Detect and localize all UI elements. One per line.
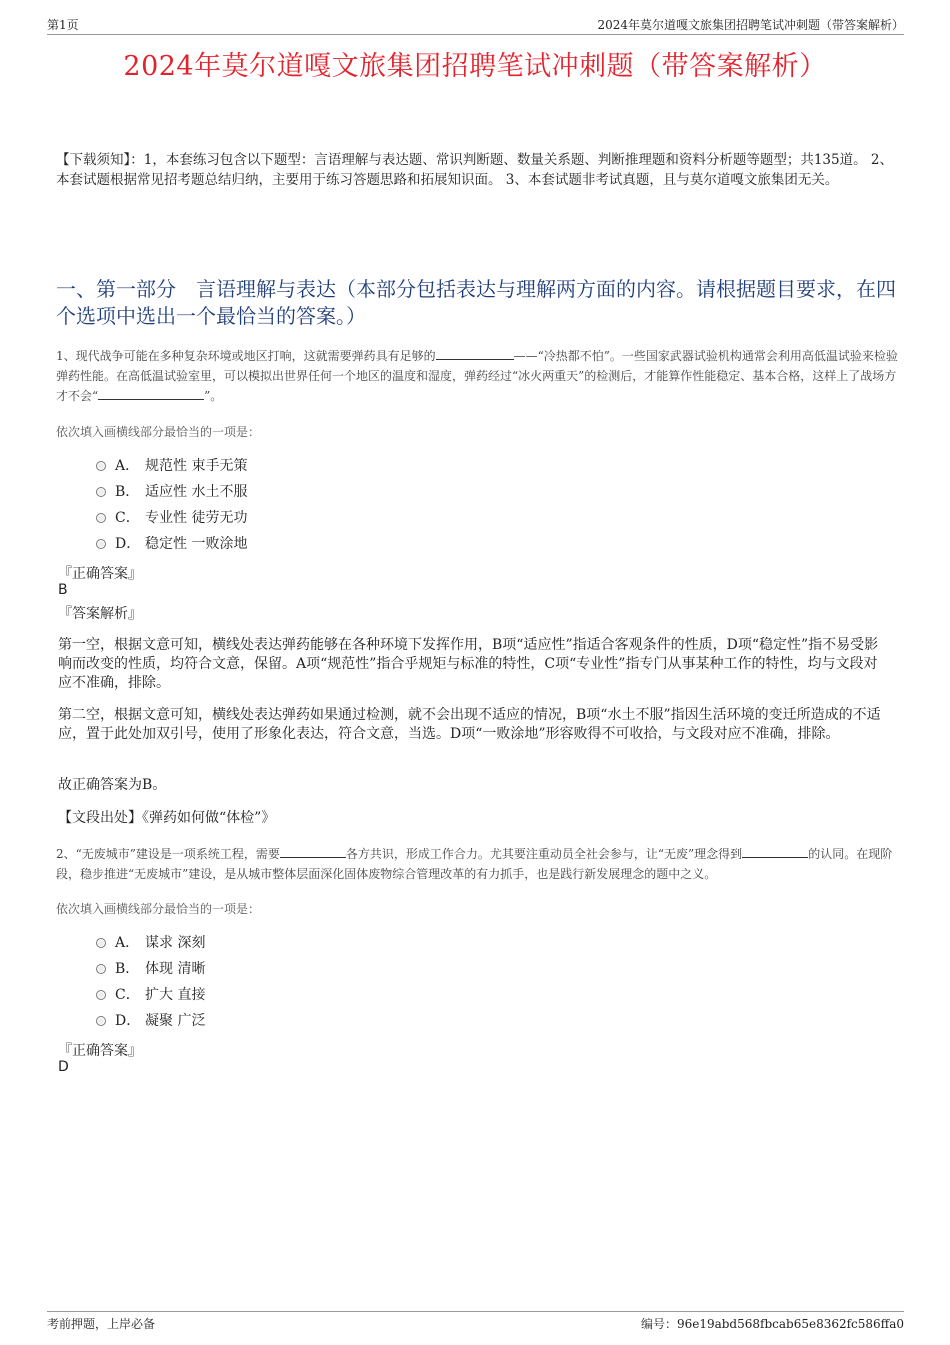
radio-icon[interactable]: [96, 461, 106, 471]
option-text: 扩大 直接: [145, 987, 206, 1003]
blank-line: [436, 347, 514, 360]
option-text: 规范性 束手无策: [145, 458, 248, 474]
option-key: C．: [115, 987, 140, 1003]
option-key: A．: [115, 935, 140, 951]
blank-line: [742, 845, 808, 858]
question-1-prompt: 依次填入画横线部分最恰当的一项是：: [56, 425, 261, 439]
option-b[interactable]: [96, 479, 247, 505]
download-notice: 【下载须知】：1，本套练习包含以下题型：言语理解与表达题、常识判断题、数量关系题、判断推理题和资料分析题等题型；共135道。 2、本套试题根据常见招考题总结归纳，主要用于练习答题思路和拓展知识面。 3、本套试题非考试真题，且与莫尔道嘎文旅集团无关。: [56, 152, 893, 188]
analysis-paragraph-1: 第一空，根据文意可知，横线处表达弹药能够在各种环境下发挥作用，B项“适应性”指适合客观条件的性质，D项“稳定性”指不易受影响而改变的性质，均符合文意，保留。A项“规范性”指合乎规矩与标准的特性，C项“专业性”指专门从事某种工作的特性，均与文段对应不准确，排除。: [58, 637, 879, 691]
option-text: 体现 清晰: [145, 961, 206, 977]
document-title: 2024年莫尔道嘎文旅集团招聘笔试冲刺题（带答案解析）: [123, 51, 827, 82]
question-1-text-part: ——“冷热都不怕”。一些国家武器试验机构通常会利用高低温试验来检验弹药性能。在高低温试验室里，可以模拟出世界任何一个地区的温度和湿度，弹药经过“冰火两重天”的检测后，才能算作性能稳定、基本合格，这样上了战场方才不会“: [56, 349, 898, 403]
option-c[interactable]: [96, 982, 205, 1008]
blank-line: [280, 845, 346, 858]
option-c[interactable]: [96, 505, 247, 531]
question-2-text-part: 的认同。在现阶段，稳步推进“无废城市”建设，是从城市整体层面深化固体废物综合管理改革的有力抓手，也是践行新发展理念的题中之义。: [56, 847, 893, 881]
answer-value: D: [58, 1059, 69, 1075]
page-footer: [47, 1311, 904, 1332]
question-2-prompt: 依次填入画横线部分最恰当的一项是：: [56, 902, 261, 916]
option-a[interactable]: [96, 930, 205, 956]
answer-label: 『正确答案』: [58, 1043, 142, 1059]
answer-label: 『正确答案』: [58, 566, 142, 582]
radio-icon[interactable]: [96, 964, 106, 974]
option-a[interactable]: [96, 453, 247, 479]
option-key: B．: [115, 961, 140, 977]
blank-line: [98, 387, 204, 400]
header-doc-title: 2024年莫尔道嘎文旅集团招聘笔试冲刺题（带答案解析）: [597, 18, 904, 32]
option-key: D．: [115, 536, 141, 552]
document-id: 编号：96e19abd568fbcab65e8362fc586ffa0: [640, 1317, 904, 1331]
page-number: 第1页: [47, 18, 79, 32]
radio-icon[interactable]: [96, 938, 106, 948]
question-2-text: [56, 844, 898, 884]
analysis-paragraph-2: 第二空，根据文意可知，横线处表达弹药如果通过检测，就不会出现不适应的情况，B项“水土不服”指因生活环境的变迁所造成的不适应，置于此处加双引号，使用了形象化表达，符合文意，当选。D项“一败涂地”形容败得不可收拾，与文段对应不准确，排除。: [58, 707, 881, 742]
section-title: 一、第一部分 言语理解与表达（本部分包括表达与理解两方面的内容。请根据题目要求，在四个选项中选出一个最恰当的答案。）: [56, 277, 896, 328]
question-1-options: [96, 453, 247, 557]
answer-value: B: [58, 582, 68, 598]
option-key: C．: [115, 510, 140, 526]
radio-icon[interactable]: [96, 1016, 106, 1026]
option-d[interactable]: [96, 1008, 205, 1034]
analysis-conclusion: 故正确答案为B。: [58, 777, 167, 793]
question-1-text: [56, 346, 898, 406]
analysis-label: 『答案解析』: [58, 606, 142, 622]
page-header: [47, 16, 904, 35]
option-text: 专业性 徒劳无功: [145, 510, 248, 526]
footer-slogan: 考前押题，上岸必备: [47, 1317, 156, 1331]
option-key: A．: [115, 458, 140, 474]
option-d[interactable]: [96, 531, 247, 557]
option-text: 适应性 水土不服: [145, 484, 248, 500]
radio-icon[interactable]: [96, 990, 106, 1000]
radio-icon[interactable]: [96, 513, 106, 523]
question-1-text-part: ”。: [204, 389, 223, 403]
source-citation: 【文段出处】《弹药如何做“体检”》: [58, 810, 276, 826]
question-2-text-part: 2、“无废城市”建设是一项系统工程，需要: [56, 847, 280, 861]
question-2-text-part: 各方共识，形成工作合力。尤其要注重动员全社会参与，让“无废”理念得到: [345, 847, 743, 861]
question-2-options: [96, 930, 205, 1034]
question-1-text-part: 1、现代战争可能在多种复杂环境或地区打响，这就需要弹药具有足够的: [56, 349, 436, 363]
option-key: B．: [115, 484, 140, 500]
option-key: D．: [115, 1013, 141, 1029]
option-text: 稳定性 一败涂地: [145, 536, 248, 552]
option-b[interactable]: [96, 956, 205, 982]
option-text: 凝聚 广泛: [145, 1013, 206, 1029]
radio-icon[interactable]: [96, 487, 106, 497]
option-text: 谋求 深刻: [145, 935, 206, 951]
radio-icon[interactable]: [96, 539, 106, 549]
